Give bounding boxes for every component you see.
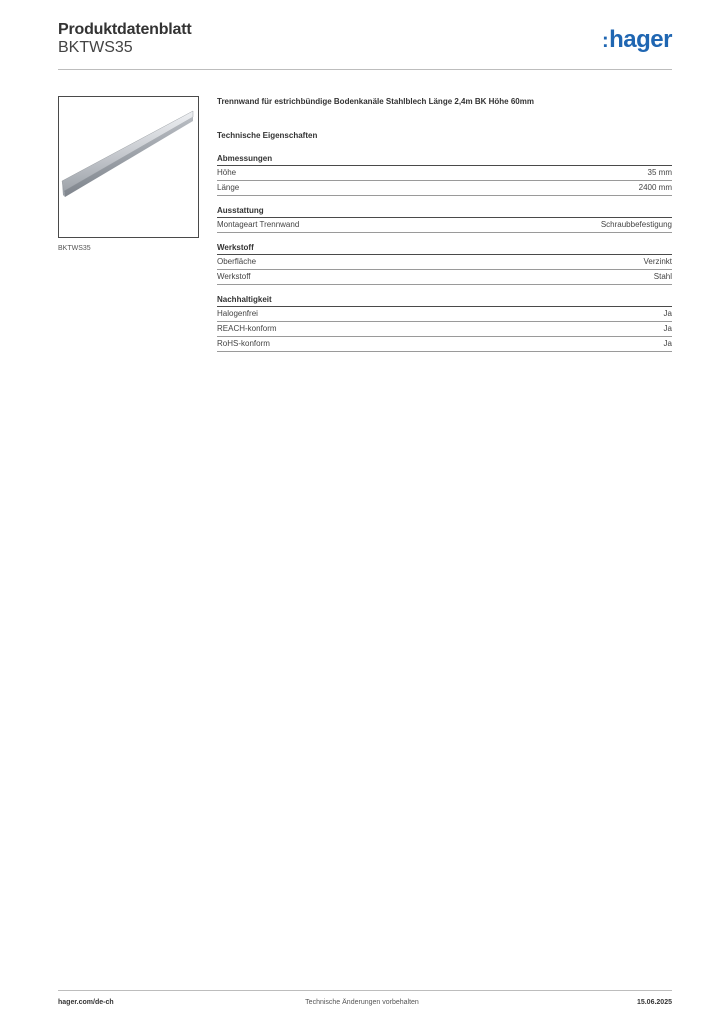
product-title: Trennwand für estrichbündige Bodenkanäle Stahlblech Länge 2,4m BK Höhe 60mm <box>217 97 534 106</box>
page-title: Produktdatenblatt <box>58 21 192 38</box>
group-title: Nachhaltigkeit <box>217 295 672 307</box>
article-number: BKTWS35 <box>58 39 133 56</box>
logo-text: hager <box>609 26 672 53</box>
logo-dots-icon: : <box>601 30 609 52</box>
spec-value: Schraubbefestigung <box>600 220 672 229</box>
spec-label: RoHS-konform <box>217 339 270 348</box>
steel-divider-illustration <box>59 97 198 237</box>
group-sustainability <box>217 295 672 352</box>
spec-label: Oberfläche <box>217 257 257 266</box>
spec-value: Stahl <box>653 272 672 281</box>
footer-notice: Technische Änderungen vorbehalten <box>305 999 419 1006</box>
image-caption: BKTWS35 <box>58 245 91 252</box>
spec-row <box>217 218 672 233</box>
group-title: Ausstattung <box>217 206 672 218</box>
group-material <box>217 243 672 285</box>
product-image <box>58 96 199 238</box>
spec-row <box>217 166 672 181</box>
footer-divider <box>58 990 672 991</box>
spec-value: Ja <box>663 324 672 333</box>
spec-label: Länge <box>217 183 240 192</box>
spec-value: Ja <box>663 339 672 348</box>
spec-value: 35 mm <box>647 168 672 177</box>
group-equipment <box>217 206 672 233</box>
spec-row <box>217 322 672 337</box>
hager-logo <box>602 28 672 53</box>
group-title: Abmessungen <box>217 154 672 166</box>
spec-label: Höhe <box>217 168 237 177</box>
spec-row <box>217 270 672 285</box>
spec-row <box>217 181 672 196</box>
spec-value: Ja <box>663 309 672 318</box>
footer-date: 15.06.2025 <box>636 999 672 1006</box>
product-details <box>217 97 672 362</box>
spec-label: REACH-konform <box>217 324 277 333</box>
spec-row <box>217 255 672 270</box>
spec-label: Werkstoff <box>217 272 251 281</box>
section-title: Technische Eigenschaften <box>217 131 318 140</box>
footer-website-link[interactable]: hager.com/de-ch <box>58 999 114 1006</box>
spec-row <box>217 307 672 322</box>
group-dimensions <box>217 154 672 196</box>
spec-label: Montageart Trennwand <box>217 220 300 229</box>
spec-row <box>217 337 672 352</box>
header-divider <box>58 69 672 70</box>
group-title: Werkstoff <box>217 243 672 255</box>
spec-value: Verzinkt <box>643 257 672 266</box>
spec-value: 2400 mm <box>638 183 672 192</box>
spec-label: Halogenfrei <box>217 309 258 318</box>
